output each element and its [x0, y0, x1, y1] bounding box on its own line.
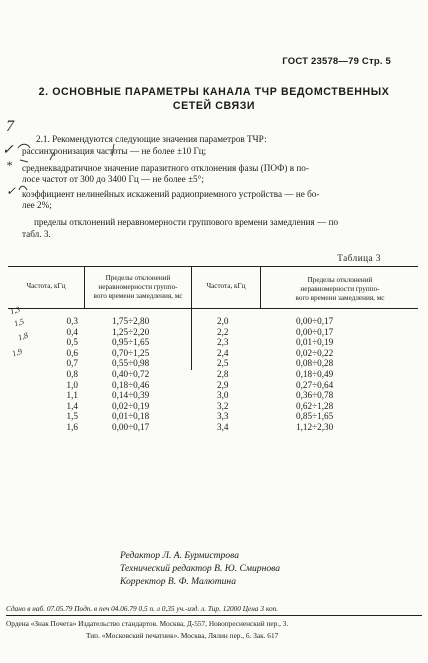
table-cell: 0,95÷1,65 [112, 337, 150, 348]
table-header-rule [8, 308, 418, 309]
table-cell: 0,6 [66, 347, 78, 358]
paragraph-distortion-2: лее 2%; [22, 200, 52, 210]
table-cell: 1,6 [66, 421, 78, 432]
handwritten-check: ✓ [2, 143, 14, 158]
table-cell: 2,2 [217, 326, 229, 337]
header-limits-left: Пределы отклонений неравномерности группо- вого времени замедления, мс [93, 274, 183, 300]
table-cell: 0,18÷0,46 [112, 379, 150, 390]
corrector-line: Корректор В. Ф. Малютина [120, 576, 236, 587]
footer-rule [6, 615, 422, 616]
table-cell: 0,4 [66, 326, 78, 337]
table-cell: 1,5 [66, 411, 78, 422]
table-cell: 0,14÷0,39 [112, 390, 150, 401]
table-cell: 1,25÷2,20 [112, 326, 150, 337]
table-cell: 0,18÷0,49 [296, 368, 334, 379]
table-cell: 0,70÷1,25 [112, 347, 150, 358]
table-cell: 2,3 [217, 337, 229, 348]
table-cell: 2,8 [217, 368, 229, 379]
paragraph-2-1: 2.1. Рекомендуются следующие значения параметров ТЧР: [36, 134, 267, 144]
table-cell: 0,7 [66, 358, 78, 369]
table-cell: 0,55÷0,98 [112, 358, 150, 369]
table-cell: 2,4 [217, 347, 229, 358]
table-cell: 0,36÷0,78 [296, 390, 334, 401]
table-cell: 3,2 [217, 400, 229, 411]
table-cell: 3,0 [217, 390, 229, 401]
table-cell: 1,4 [66, 400, 78, 411]
table-col-divider [260, 266, 261, 308]
column-frequency-right [217, 316, 228, 433]
handwritten-asterisk: * [6, 158, 12, 172]
handwritten-mark: 7 [6, 118, 14, 135]
handwritten-note: 1,3 [8, 304, 22, 317]
table-col-divider-main [191, 266, 192, 370]
technical-editor-line: Технический редактор В. Ю. Смирнова [120, 563, 281, 574]
paragraph-desync: рассинхронизация частоты — не более ±10 Гц; [22, 146, 207, 156]
table-cell: 0,00÷0,17 [112, 421, 150, 432]
table-caption: Таблица 3 [337, 253, 381, 263]
handwritten-note: 1,8 [16, 330, 30, 343]
header-limits-right: Пределы отклонений неравномерности группо- вого времени замедления, мс [295, 276, 385, 302]
table-cell: 1,1 [66, 390, 78, 401]
print-info: Сдано в наб. 07.05.79 Подп. в печ 04.06.79 0,5 п. л 0,35 уч.-изд. л. Тир. 12000 Цена 3 коп. [6, 604, 279, 613]
handwritten-note: 1,5 [12, 316, 26, 329]
table-cell: 0,00÷0,17 [296, 326, 334, 337]
section-title: 2. ОСНОВНЫЕ ПАРАМЕТРЫ КАНАЛА ТЧР ВЕДОМСТВЕННЫХ [38, 86, 390, 98]
table-cell: 1,75÷2,80 [112, 316, 150, 326]
column-frequency-left [58, 316, 78, 433]
gost-header: ГОСТ 23578—79 Стр. 5 [282, 56, 391, 67]
table-cell: 0,02÷0,19 [112, 400, 150, 411]
table-cell: 1,12÷2,30 [296, 421, 334, 432]
table-cell: 0,27÷0,64 [296, 379, 334, 390]
column-limits-right [296, 316, 333, 433]
table-cell: 0,40÷0,72 [112, 368, 150, 379]
table-cell: 3,4 [217, 421, 229, 432]
table-cell: 0,01÷0,19 [296, 337, 334, 348]
table-cell: 2,0 [217, 316, 229, 326]
section-title-line2: СЕТЕЙ СВЯЗИ [172, 100, 256, 112]
paragraph-delay-1: пределы отклонений неравномерности группового времени замедления — по [34, 217, 339, 227]
paragraph-pof-1: среднеквадратичное значение паразитного отклонения фазы (ПОФ) в по- [22, 163, 309, 173]
table-cell: 0,00÷0,17 [296, 316, 334, 326]
table-cell: 0,02÷0,22 [296, 347, 334, 358]
table-cell: 0,5 [66, 337, 78, 348]
paragraph-distortion-1: коэффициент нелинейных искажений радиоприемного устройства — не бо- [22, 189, 320, 199]
column-limits-left [112, 316, 149, 433]
header-frequency-left: Частота, кГц [26, 282, 66, 290]
header-frequency-right: Частота, кГц [206, 282, 246, 290]
handwritten-check: ✓ [6, 184, 17, 198]
handwritten-strokes-icon [16, 140, 176, 210]
table-cell: 0,85÷1,65 [296, 411, 334, 422]
table-cell: 0,01÷0,18 [112, 411, 150, 422]
table-cell: 0,08÷0,28 [296, 358, 334, 369]
table-cell: 1,0 [66, 379, 78, 390]
paragraph-pof-2: лосе частот от 300 до 3400 Гц — не более ±5°; [22, 174, 204, 184]
table-cell: 2,5 [217, 358, 229, 369]
table-cell: 0,8 [66, 368, 78, 379]
table-cell: 2,9 [217, 379, 229, 390]
paragraph-delay-2: табл. 3. [22, 229, 51, 239]
table-cell: 0,62÷1,28 [296, 400, 334, 411]
table-col-divider [84, 266, 85, 308]
publisher-line: Ордена «Знак Почета» Издательство стандартов. Москва, Д-557, Новопресненский пер., 3. [6, 619, 289, 628]
editor-line: Редактор Л. А. Бурмистрова [120, 550, 240, 561]
table-cell: 0,3 [66, 316, 78, 326]
printer-line: Тип. «Московский печатник». Москва, Лялин пер., 6. Зак. 617 [86, 631, 279, 640]
table-cell: 3,3 [217, 411, 229, 422]
table-top-rule [8, 266, 418, 267]
handwritten-note: 1,9 [10, 346, 24, 359]
